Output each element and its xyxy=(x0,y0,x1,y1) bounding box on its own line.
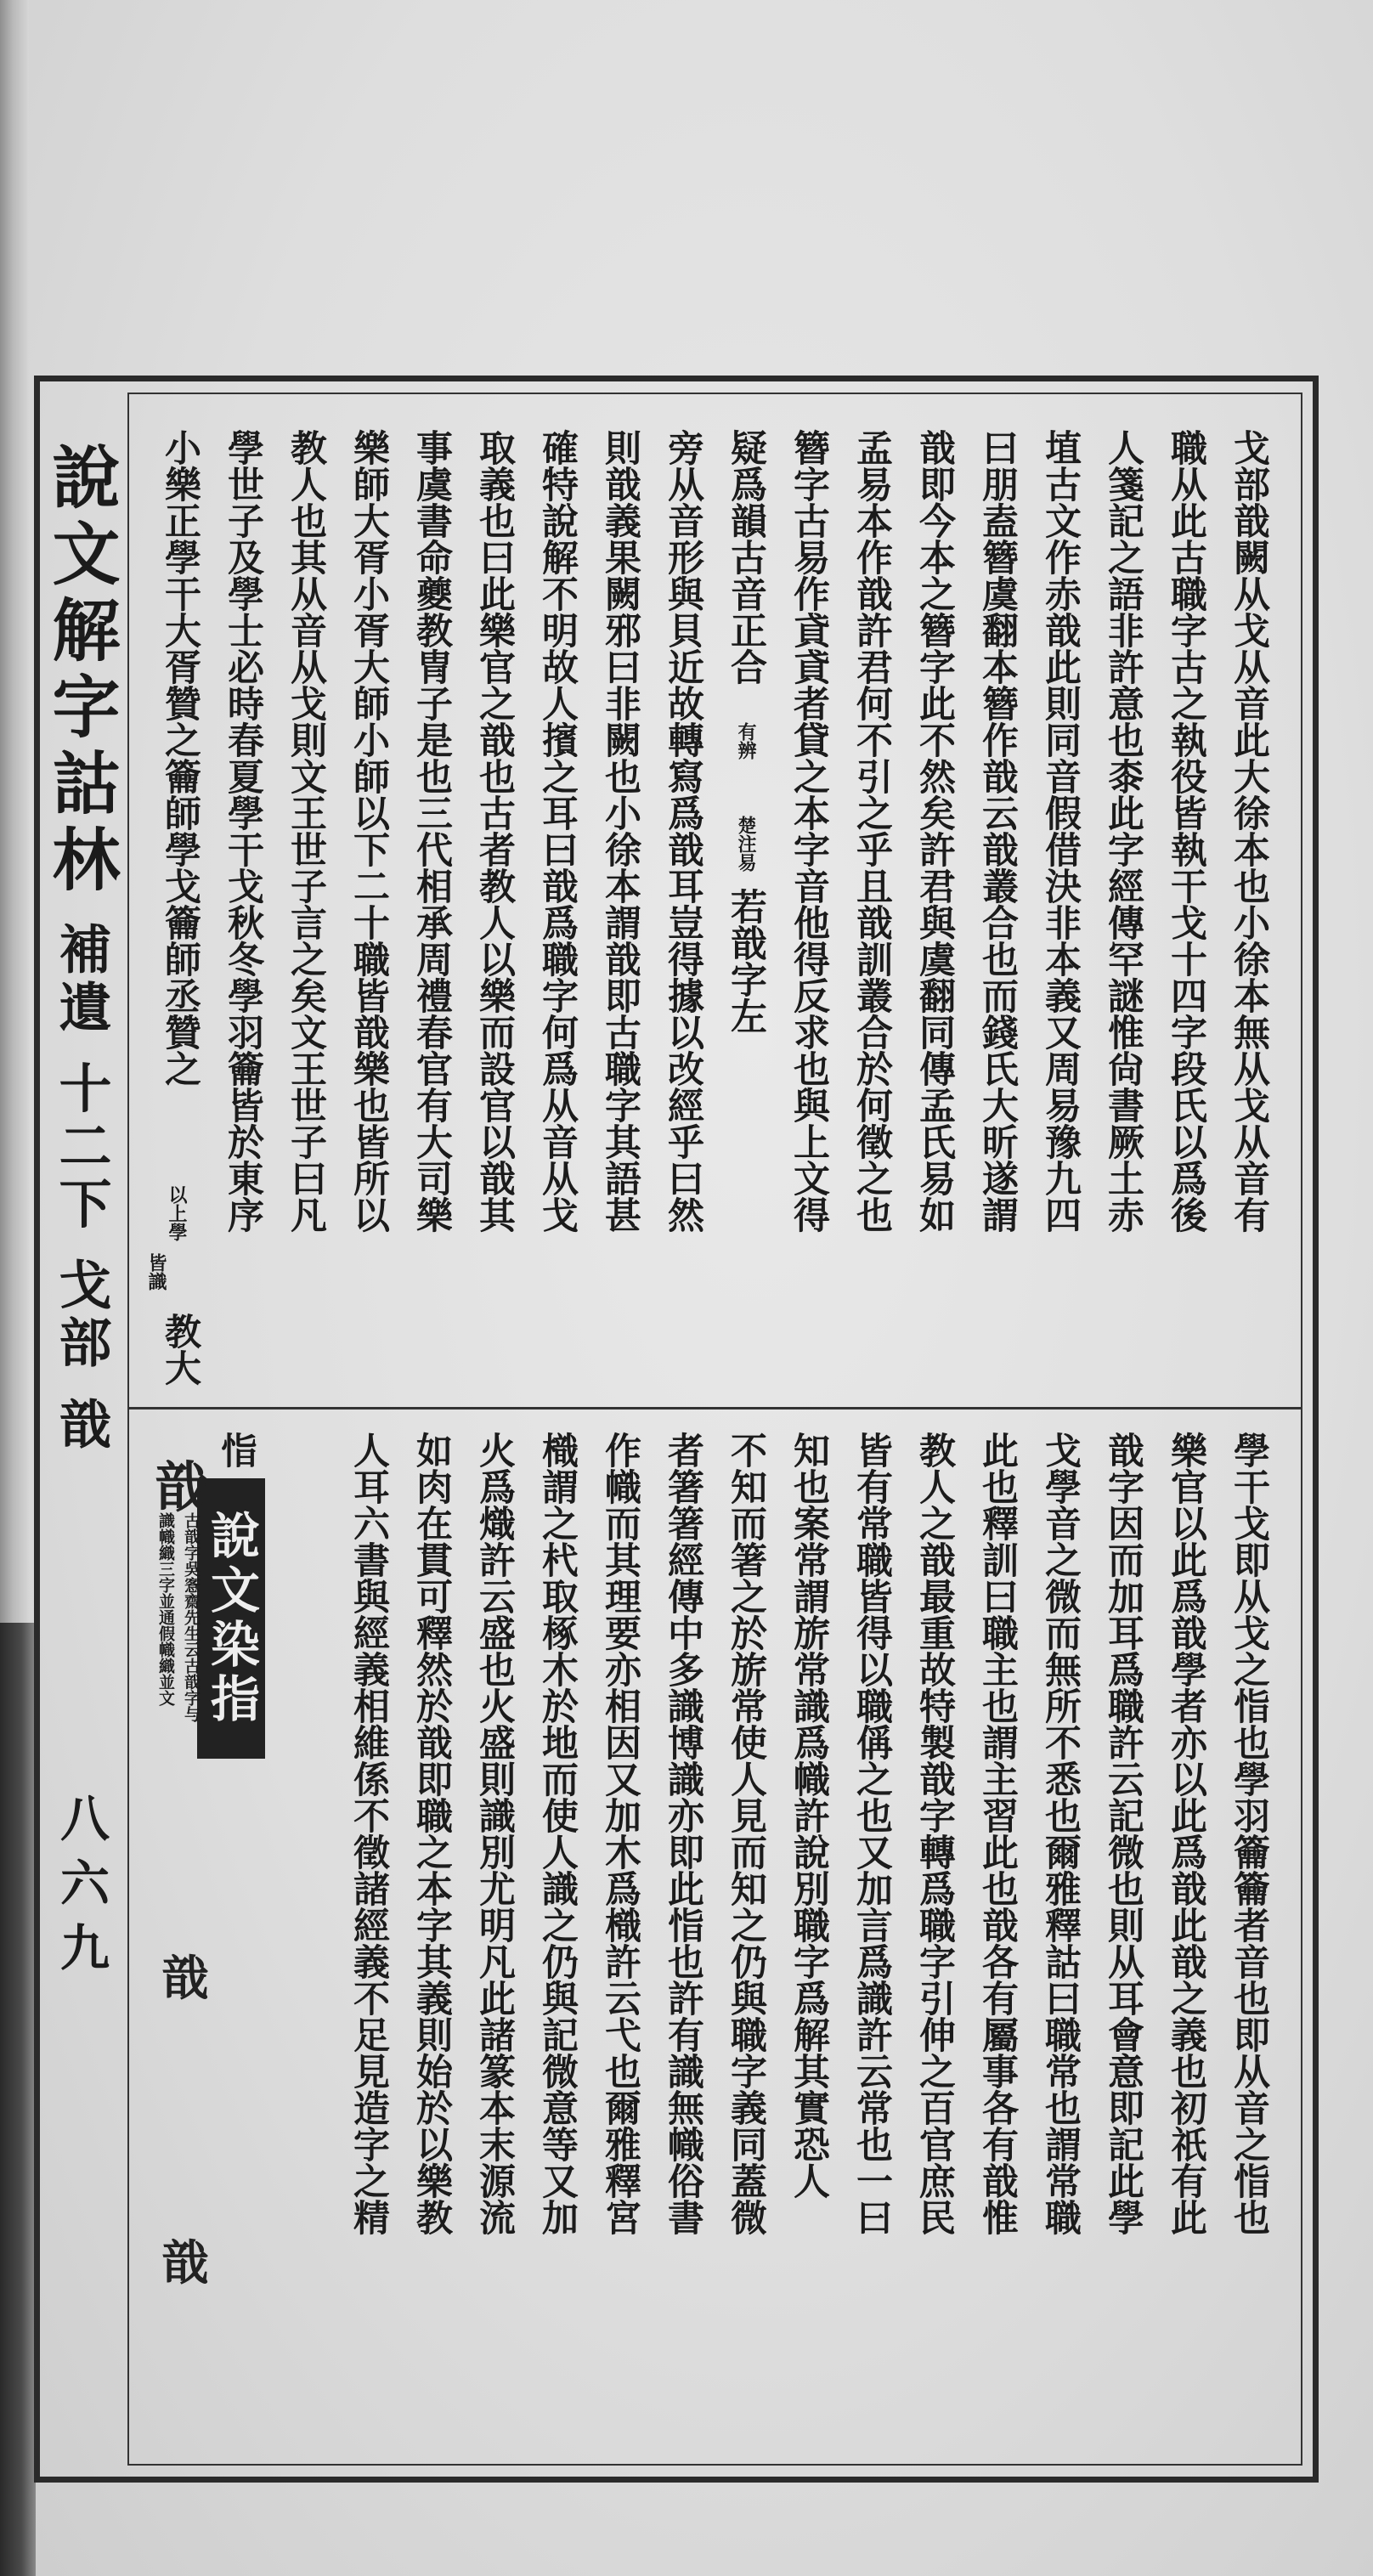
text-column: 確特說解不明故人擯之耳曰戠爲職字何爲从音从戈 xyxy=(536,429,579,1233)
text-column: 教人也其从音从戈則文王世子言之矣文王世子曰凡 xyxy=(285,429,327,1233)
text-column: 作幟而其理要亦相因又加木爲樴許云弋也爾雅釋宮 xyxy=(599,1432,641,2235)
text-column: 此也釋訓曰職主也謂主習此也戠各有屬事各有戠惟 xyxy=(976,1432,1019,2235)
text-column: 如肉在貫可釋然於戠即職之本字其義則始於以樂教 xyxy=(410,1432,453,2235)
text-column: 孟易本作戠許君何不引之乎且戠訓叢合於何徵之也 xyxy=(850,429,893,1233)
text-column: 埴古文作赤戠此則同音假借決非本義又周易豫九四 xyxy=(1039,429,1082,1233)
text-column: 不知而箸之於旂常使人見而知之仍與職字義同蓋微 xyxy=(725,1432,767,2235)
text-column: 戈部戠闕从戈从音此大徐本也小徐本無从戈从音有 xyxy=(1228,429,1270,1233)
inline-note: 皆識 xyxy=(145,1253,167,1291)
text-column: 樴謂之杙取椓木於地而使人識之仍與記微意等又加 xyxy=(536,1432,579,2235)
volume-label: 補遺 十二下 戈部 戠 xyxy=(50,922,112,1455)
text-column: 戠字因而加耳爲職許云記微也則从耳會意即記此學 xyxy=(1102,1432,1144,2235)
text-column: 事虞書命夔教冑子是也三代相承周禮春官有大司樂 xyxy=(410,429,453,1233)
text-column: 疑爲韻古音正合 xyxy=(725,429,767,685)
glyph-note: 識幟織三字並通假幟織並文 xyxy=(156,1512,175,1706)
text-column: 戠即今本之簪字此不然矣許君與虞翻同傳孟氏易如 xyxy=(913,429,956,1233)
text-column: 曰朋盍簪虞翻本簪作戠云戠叢合也而錢氏大昕遂謂 xyxy=(976,429,1019,1233)
text-column: 簪字古易作貣貣者貸之本字音他得反求也與上文得 xyxy=(788,429,830,1233)
text-column: 樂師大胥小胥大師小師以下二十職皆戠樂也皆所以 xyxy=(347,429,390,1233)
book-title: 說文解字詁林 xyxy=(41,442,121,901)
text-column: 小樂正學干大胥贊之籥師學戈籥師丞贊之 xyxy=(159,429,201,1087)
text-column: 人耳六書與經義相維係不徵諸經義不足見造字之精 xyxy=(347,1432,390,2235)
text-column: 恉 xyxy=(215,1432,257,1468)
seal-title: 說文染指 xyxy=(202,1510,260,1727)
ancient-glyph: 戠 xyxy=(161,2235,209,2291)
text-column: 教大 xyxy=(159,1313,201,1386)
text-column: 學干戈即从戈之恉也學羽籥籥者音也即从音之恉也 xyxy=(1228,1432,1270,2235)
inline-note: 有辨 xyxy=(735,722,757,760)
section-divider xyxy=(127,1407,1302,1409)
text-column: 教人之戠最重故特製戠字轉爲職字引伸之百官庶民 xyxy=(913,1432,956,2235)
text-column: 學世子及學士必時春夏學干戈秋冬學羽籥皆於東序 xyxy=(222,429,264,1233)
glyph-note: 古戠字吳愙齋先生云古戠字与 xyxy=(182,1512,201,1722)
text-column: 火爲熾許云盛也火盛則識別尤明凡此諸篆本末源流 xyxy=(473,1432,516,2235)
text-column: 若戠字左 xyxy=(725,888,767,1034)
binding-shadow xyxy=(0,1623,36,2576)
text-column: 旁从音形與貝近故轉寫爲戠耳豈得據以改經乎曰然 xyxy=(662,429,704,1233)
text-column: 職从此古職字古之執役皆執干戈十四字段氏以爲後 xyxy=(1165,429,1207,1233)
text-column: 取義也曰此樂官之戠也古者教人以樂而設官以戠其 xyxy=(473,429,516,1233)
text-column: 戈學音之微而無所不悉也爾雅釋詁曰職常也謂常職 xyxy=(1039,1432,1082,2235)
text-column: 知也案常謂旂常識爲幟許說別職字爲解其實恐人 xyxy=(788,1432,830,2199)
text-column: 者箸箸經傳中多識博識亦即此恉也許有識無幟俗書 xyxy=(662,1432,704,2235)
text-column: 人箋記之語非許意也桼此字經傳罕謎惟尙書厥土赤 xyxy=(1102,429,1144,1233)
inline-note: 以上學 xyxy=(166,1185,188,1241)
page-number: 八六九 xyxy=(52,1793,110,1986)
text-column: 則戠義果闕邪曰非闕也小徐本謂戠即古職字其語甚 xyxy=(599,429,641,1233)
text-column: 樂官以此爲戠學者亦以此爲戠此戠之義也初祇有此 xyxy=(1165,1432,1207,2235)
ancient-glyph: 戠 xyxy=(155,1456,209,1520)
inline-note: 楚注易 xyxy=(735,816,757,872)
text-column: 皆有常職皆得以職偁之也又加言爲識許云常也一曰 xyxy=(850,1432,893,2235)
ancient-glyph: 戠 xyxy=(161,1951,209,2007)
